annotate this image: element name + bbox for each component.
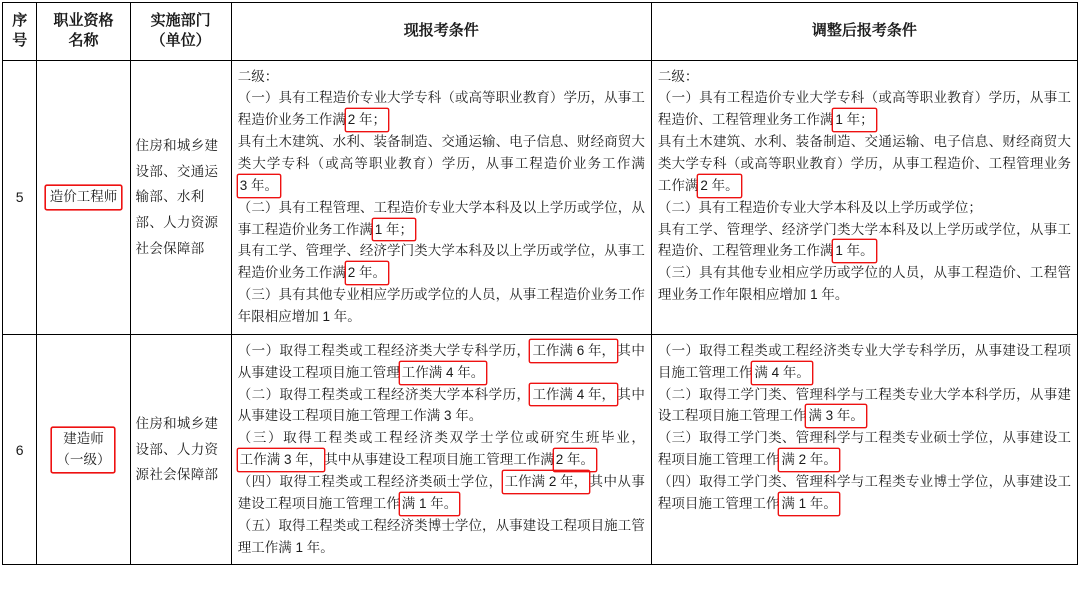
highlighted-requirement: 满 4 年。 bbox=[752, 362, 812, 384]
condition-paragraph: （五）取得工程类或工程经济类博士学位，从事建设工程项目施工管理工作满 1 年。 bbox=[237, 517, 645, 555]
condition-text: （二）取得工学门类、管理科学与工程类专业大学本科学历，从事建设工程项目施工管理工作 bbox=[657, 386, 1071, 424]
qualification-name-line: 造价工程师 bbox=[49, 188, 118, 204]
condition-text: （二）具有工程管理、工程造价专业大学本科及以上学历或学位，从事工程造价业务工作满 bbox=[237, 199, 645, 237]
condition-paragraph: （三）具有其他专业相应学历或学位的人员，从事工程造价、工程管理业务工作年限相应增加 1 年。 bbox=[657, 265, 1071, 303]
highlighted-requirement: 满 1 年。 bbox=[400, 493, 460, 515]
header-line: 现报考条件 bbox=[403, 22, 479, 40]
highlighted-requirement: 工作满 4 年。 bbox=[400, 362, 487, 384]
header-line: 调整后报考条件 bbox=[811, 22, 917, 40]
condition-paragraph bbox=[238, 131, 645, 197]
highlighted-requirement: 满 2 年。 bbox=[779, 449, 839, 471]
condition-paragraph bbox=[238, 384, 645, 428]
cell-implementing-department: 住房和城乡建设部、人力资源社会保障部 bbox=[130, 334, 231, 565]
condition-text: 具有工学、管理学、经济学门类大学本科及以上学历或学位，从事工程造价、工程管理业务工作满 bbox=[657, 221, 1071, 259]
condition-text: （四）取得工学门类、管理科学与工程类专业博士学位，从事建设工程项目施工管理工作 bbox=[657, 473, 1071, 511]
condition-paragraph bbox=[238, 471, 645, 515]
condition-text: 其中从事建设工程项目施工管理工作满 3 年。 bbox=[237, 386, 645, 424]
condition-text: （一）取得工程类或工程经济类专业大学专科学历，从事建设工程项目施工管理工作 bbox=[657, 342, 1071, 380]
cell-current-conditions bbox=[231, 334, 651, 565]
condition-text: 具有土木建筑、水利、装备制造、交通运输、电子信息、财经商贸大类大学专科（或高等职业教育）学历，从事工程造价、工程管理业务工作满 bbox=[657, 134, 1071, 193]
table-row bbox=[3, 334, 1078, 565]
header-line: 号 bbox=[12, 32, 28, 50]
condition-text: 其中从事建设工程项目施工管理工作 bbox=[237, 473, 645, 511]
condition-paragraph bbox=[238, 340, 645, 384]
condition-text: 其中从事建设工程项目施工管理 bbox=[237, 342, 645, 380]
qualification-name-line: 建造师 bbox=[63, 430, 104, 446]
header-line: 序 bbox=[12, 12, 28, 29]
condition-text: （一）取得工程类或工程经济类大学专科学历， bbox=[237, 342, 531, 358]
condition-text: （三）取得工学门类、管理科学与工程类专业硕士学位，从事建设工程项目施工管理工作 bbox=[657, 430, 1071, 468]
highlighted-requirement: 2 年。 bbox=[554, 449, 596, 471]
header-line: 职业资格 bbox=[53, 12, 114, 29]
cell-sequence-number: 5 bbox=[3, 60, 37, 334]
cell-implementing-department: 住房和城乡建设部、交通运输部、水利部、人力资源社会保障部 bbox=[130, 60, 231, 334]
condition-paragraph bbox=[658, 384, 1071, 428]
cell-current-conditions bbox=[231, 60, 651, 334]
condition-text: 具有土木建筑、水利、装备制造、交通运输、电子信息、财经商贸大类大学专科（或高等职业教育）学历，从事工程造价业务工作满 bbox=[237, 134, 645, 171]
condition-text: （一）具有工程造价专业大学专科（或高等职业教育）学历，从事工程造价、工程管理业务工作满 bbox=[657, 90, 1071, 128]
highlighted-qualification-name bbox=[52, 428, 114, 472]
cell-qualification-name bbox=[37, 334, 130, 565]
condition-paragraph bbox=[658, 131, 1071, 197]
condition-text: 具有工学、管理学、经济学门类大学本科及以上学历或学位，从事工程造价业务工作满 bbox=[237, 243, 645, 281]
header-line: （单位） bbox=[150, 32, 211, 50]
highlighted-requirement: 工作满 4 年， bbox=[530, 384, 617, 406]
condition-text: （一）具有工程造价专业大学专科（或高等职业教育）学历，从事工程造价业务工作满 bbox=[237, 90, 645, 128]
highlighted-requirement: 2 年。 bbox=[698, 175, 740, 197]
condition-paragraph bbox=[658, 340, 1071, 384]
condition-paragraph bbox=[238, 197, 645, 241]
header-dept bbox=[130, 3, 231, 61]
highlighted-requirement: 2 年。 bbox=[346, 262, 388, 284]
cell-sequence-number: 6 bbox=[3, 334, 37, 565]
qualification-name-line: （一级） bbox=[56, 451, 111, 467]
header-current bbox=[231, 3, 651, 61]
highlighted-requirement: 满 3 年。 bbox=[806, 405, 866, 427]
condition-paragraph bbox=[658, 471, 1071, 515]
condition-paragraph bbox=[238, 240, 645, 284]
condition-text: 其中从事建设工程项目施工管理工作满 bbox=[324, 452, 554, 468]
condition-paragraph bbox=[658, 427, 1071, 471]
condition-paragraph: 二级： bbox=[657, 68, 699, 84]
condition-paragraph: （二）具有工程造价专业大学本科及以上学历或学位； bbox=[657, 199, 982, 215]
highlighted-requirement: 1 年； bbox=[833, 109, 875, 131]
condition-paragraph bbox=[238, 87, 645, 131]
highlighted-requirement: 2 年； bbox=[346, 109, 388, 131]
highlighted-requirement: 工作满 2 年， bbox=[503, 471, 590, 493]
header-row bbox=[3, 3, 1078, 61]
cell-adjusted-conditions bbox=[651, 60, 1077, 334]
highlighted-qualification-name bbox=[46, 186, 122, 209]
highlighted-requirement: 1 年。 bbox=[833, 240, 875, 262]
header-line: 实施部门 bbox=[150, 12, 211, 29]
header-line: 名称 bbox=[68, 32, 99, 50]
header-seq bbox=[3, 3, 37, 61]
table-row bbox=[3, 60, 1078, 334]
header-name bbox=[37, 3, 130, 61]
cell-adjusted-conditions bbox=[651, 334, 1077, 565]
qualification-table bbox=[2, 2, 1078, 565]
condition-paragraph: 二级： bbox=[237, 68, 279, 84]
condition-paragraph bbox=[658, 87, 1071, 131]
condition-paragraph bbox=[658, 219, 1071, 263]
table-body bbox=[3, 60, 1078, 565]
condition-paragraph: （三）具有其他专业相应学历或学位的人员，从事工程造价业务工作年限相应增加 1 年。 bbox=[237, 287, 645, 324]
highlighted-requirement: 3 年。 bbox=[238, 175, 280, 197]
table-header bbox=[3, 3, 1078, 61]
highlighted-requirement: 1 年； bbox=[373, 219, 415, 241]
highlighted-requirement: 满 1 年。 bbox=[779, 493, 839, 515]
condition-text: （二）取得工程类或工程经济类大学本科学历， bbox=[237, 386, 531, 402]
cell-qualification-name bbox=[37, 60, 130, 334]
header-adjusted bbox=[651, 3, 1077, 61]
highlighted-requirement: 工作满 6 年， bbox=[530, 340, 617, 362]
condition-text: （四）取得工程类或工程经济类硕士学位， bbox=[237, 473, 503, 489]
highlighted-requirement: 工作满 3 年， bbox=[238, 449, 325, 471]
condition-paragraph bbox=[238, 427, 645, 471]
condition-text: （三）取得工程类或工程经济类双学士学位或研究生班毕业， bbox=[237, 430, 645, 446]
